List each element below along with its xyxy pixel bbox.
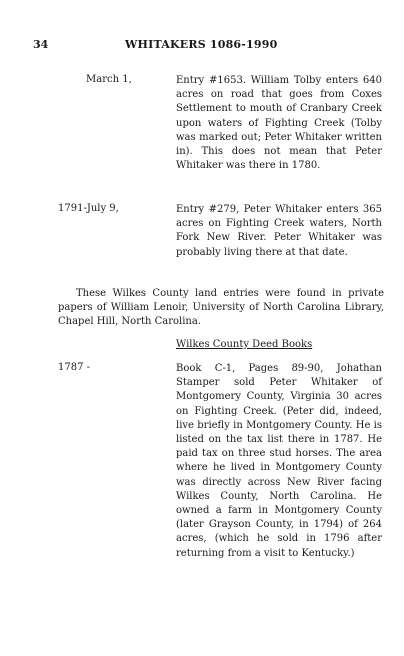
entry-date: 1787 - — [58, 362, 91, 373]
entry-date: March 1, — [86, 74, 132, 85]
entry-text: Book C-1, Pages 89-90, Johathan Stamper sold Peter Whitaker of Montgomery County, Virginia 30 acres on Fighting Creek. (Peter did, indeed, live briefly in Montgomery County. He is listed on the tax list there in 1787. He paid tax on three stud horses. The area where he lived in Montgomery County was directly across New River facing Wilkes County, North Carolina. He owned a farm in Montgomery County (later Grayson County, in 1794) of 264 acres, (which he sold in 1796 after returning from a visit to Kentucky.) — [176, 363, 382, 559]
page-header — [0, 38, 404, 54]
running-title: WHITAKERS 1086-1990 — [125, 38, 278, 51]
entry-text: Entry #279, Peter Whitaker enters 365 acres on Fighting Creek waters, North Fork New River. Peter Whitaker was probably living there at that date. — [176, 204, 382, 258]
section-heading: Wilkes County Deed Books — [176, 339, 313, 350]
source-note: These Wilkes County land entries were found in private papers of William Lenoir, University of North Carolina Library, Chapel Hill, North Carolina. — [58, 288, 384, 328]
entry-text: Entry #1653. William Tolby enters 640 acres on road that goes from Coxes Settlement to mouth of Cranbary Creek upon waters of Fighting Creek (Tolby was marked out; Peter Whitaker written in). This does not mean that Peter Whitaker was there in 1780. — [176, 75, 382, 172]
entry-date: 1791-July 9, — [58, 203, 119, 214]
page-number: 34 — [33, 38, 49, 51]
